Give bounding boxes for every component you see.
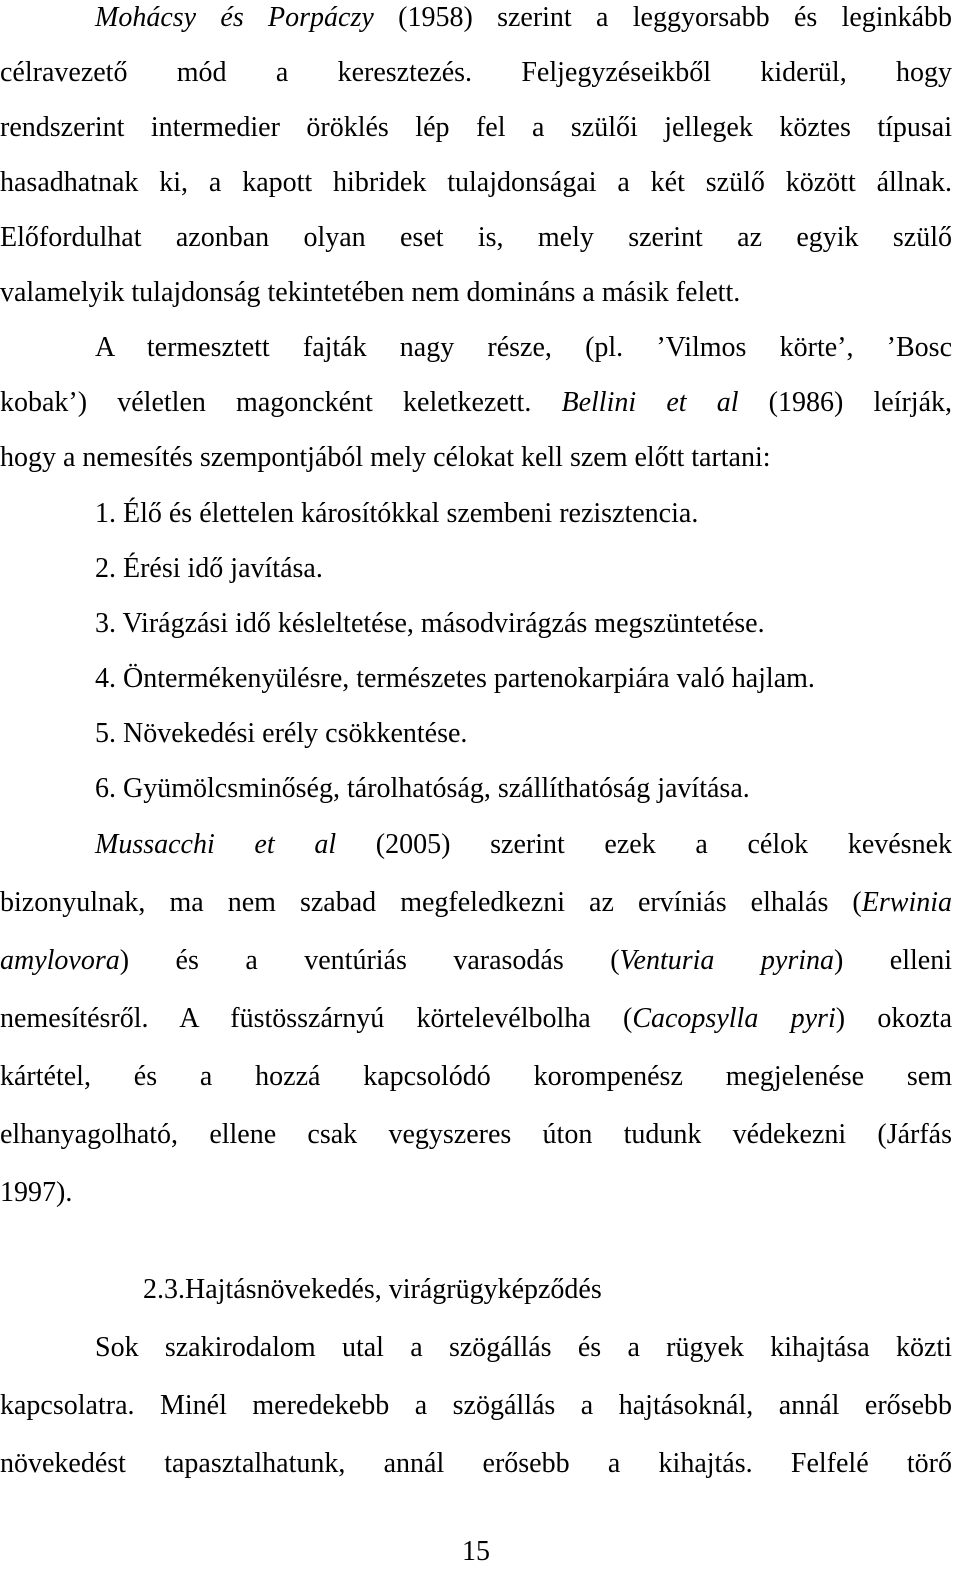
list-item: 4. Öntermékenyülésre, természetes partenokarpiára való hajlam. — [95, 663, 815, 694]
text-line: amylovora) és a ventúriás varasodás (Venturia pyrina) elleni — [0, 945, 952, 976]
species-name: Erwinia — [861, 887, 952, 918]
text-line: Sok szakirodalom utal a szögállás és a rügyek kihajtása közti — [95, 1332, 952, 1363]
list-item: 2. Érési idő javítása. — [95, 553, 323, 584]
text-line: növekedést tapasztalhatunk, annál erősebb a kihajtás. Felfelé törő — [0, 1448, 952, 1479]
text-line: kapcsolatra. Minél meredekebb a szögállás a hajtásoknál, annál erősebb — [0, 1390, 952, 1421]
text-line: valamelyik tulajdonság tekintetében nem domináns a másik felett. — [0, 277, 741, 308]
author-citation: Mussacchi et al — [95, 829, 337, 860]
text-line: 1997). — [0, 1177, 73, 1208]
text-line: célravezető mód a keresztezés. Feljegyzéseikből kiderül, hogy — [0, 57, 952, 88]
text-line: Mussacchi et al (2005) szerint ezek a célok kevésnek — [95, 829, 952, 860]
species-name: Venturia pyrina — [619, 945, 834, 976]
list-item: 6. Gyümölcsminőség, tárolhatóság, szállíthatóság javítása. — [95, 773, 750, 804]
page-number: 15 — [462, 1536, 490, 1567]
text-line: kártétel, és a hozzá kapcsolódó korompenész megjelenése sem — [0, 1061, 952, 1092]
text-line: hasadhatnak ki, a kapott hibridek tulajdonságai a két szülő között állnak. — [0, 167, 952, 198]
list-item: 3. Virágzási idő késleltetése, másodvirágzás megszüntetése. — [95, 608, 765, 639]
list-item: 5. Növekedési erély csökkentése. — [95, 718, 468, 749]
text-line: nemesítésről. A füstösszárnyú körtelevélbolha (Cacopsylla pyri) okozta — [0, 1003, 952, 1034]
author-citation: Bellini et al — [561, 387, 739, 418]
text-line: bizonyulnak, ma nem szabad megfeledkezni az ervíniás elhalás (Erwinia — [0, 887, 952, 918]
section-heading: 2.3.Hajtásnövekedés, virágrügyképződés — [143, 1274, 602, 1305]
text-line: Mohácsy és Porpáczy (1958) szerint a leggyorsabb és leginkább — [95, 2, 952, 33]
species-name: Cacopsylla pyri — [632, 1003, 836, 1034]
list-item: 1. Élő és élettelen károsítókkal szembeni rezisztencia. — [95, 498, 699, 529]
species-name: amylovora — [0, 945, 120, 976]
text-line: A termesztett fajták nagy része, (pl. ’Vilmos körte’, ’Bosc — [95, 332, 952, 363]
text-line: kobak’) véletlen magoncként keletkezett. Bellini et al (1986) leírják, — [0, 387, 952, 418]
text-line: Előfordulhat azonban olyan eset is, mely szerint az egyik szülő — [0, 222, 952, 253]
text-line: hogy a nemesítés szempontjából mely célokat kell szem előtt tartani: — [0, 442, 771, 473]
author-citation: Mohácsy és Porpáczy — [95, 2, 374, 33]
text-line: elhanyagolható, ellene csak vegyszeres úton tudunk védekezni (Járfás — [0, 1119, 952, 1150]
text-line: rendszerint intermedier öröklés lép fel a szülői jellegek köztes típusai — [0, 112, 952, 143]
